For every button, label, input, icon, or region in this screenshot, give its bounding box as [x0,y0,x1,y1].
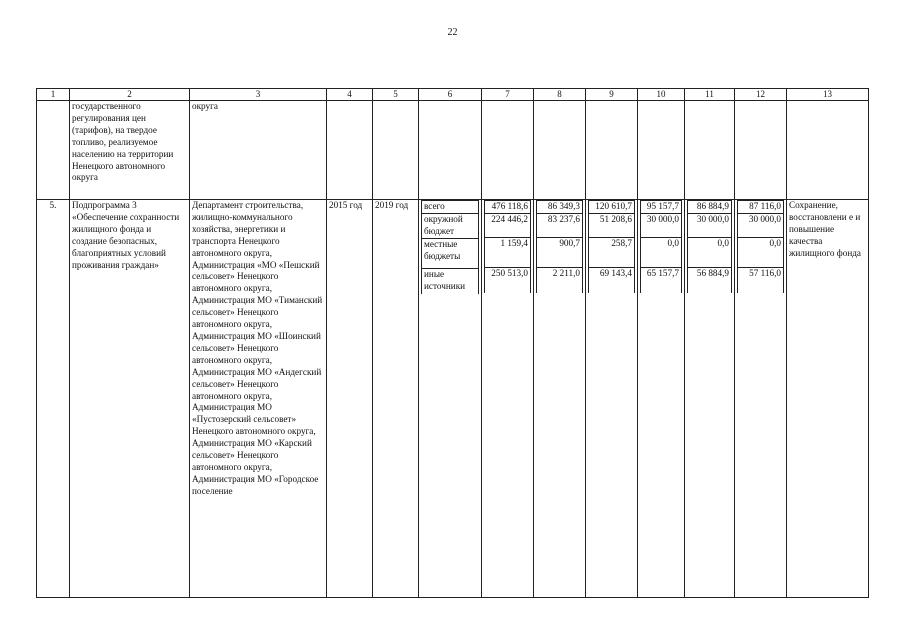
funding-col-10 [640,200,682,293]
header-col-4: 4 [327,89,373,101]
value-cell: 56 884,9 [688,267,732,293]
header-col-12: 12 [735,89,787,101]
page-number: 22 [447,27,458,38]
continuation-row [37,101,869,200]
value-cell: 87 116,0 [738,201,784,214]
header-col-3: 3 [190,89,327,101]
header-col-6: 6 [419,89,482,101]
subprogram-name: Подпрограмма 3 «Обеспечение сохранности жилищного фонда и создание безопасных, благоприятных условий проживания граждан» [70,200,190,598]
value-cell: 0,0 [688,237,732,267]
source-other: иные источники [422,268,479,294]
row-5 [37,200,869,598]
end-year: 2019 год [373,200,419,598]
header-col-13: 13 [787,89,869,101]
funding-col-9 [588,200,635,293]
header-col-1: 1 [37,89,70,101]
header-col-5: 5 [373,89,419,101]
value-cell: 0,0 [641,237,682,267]
value-cell: 83 237,6 [537,213,583,237]
value-cell: 1 159,4 [485,237,531,267]
funding-col-8 [536,200,583,293]
value-cell: 95 157,7 [641,201,682,214]
value-cell: 224 446,2 [485,213,531,237]
program-table [36,88,869,598]
row-number: 5. [37,200,70,598]
value-cell: 2 211,0 [537,267,583,293]
value-cell: 120 610,7 [589,201,635,214]
value-cell: 0,0 [738,237,784,267]
value-cell: 30 000,0 [688,213,732,237]
value-cell: 250 513,0 [485,267,531,293]
source-district: окружной бюджет [422,213,479,238]
cont-executor: округа [190,101,327,200]
source-local: местные бюджеты [422,238,479,268]
value-cell: 476 118,6 [485,201,531,214]
header-col-7: 7 [482,89,534,101]
value-cell: 30 000,0 [738,213,784,237]
value-cell: 69 143,4 [589,267,635,293]
value-cell: 30 000,0 [641,213,682,237]
funding-col-11 [687,200,732,293]
header-col-9: 9 [586,89,638,101]
header-col-10: 10 [638,89,685,101]
value-cell: 57 116,0 [738,267,784,293]
header-col-2: 2 [70,89,190,101]
funding-col-7 [484,200,531,293]
source-total: всего [422,201,479,214]
value-cell: 51 208,6 [589,213,635,237]
expected-result: Сохранение, восстановлени е и повышение качества жилищного фонда [787,200,869,598]
value-cell: 86 884,9 [688,201,732,214]
value-cell: 65 157,7 [641,267,682,293]
executors: Департамент строительства, жилищно-коммунального хозяйства, энергетики и транспорта Ненецкого автономного округа, Администрация «МО «Пешский сельсовет» Ненецкого автономного округа, Администрация МО «Тиманский сельсовет» Ненецкого автономного округа, Администрация МО «Шоинский сельсовет» Ненецкого автономного округа, Администрация МО «Андегский сельсовет» Ненецкого автономного округа, Администрация МО «Пустозерский сельсовет» Ненецкого автономного округа, Администрация МО «Карский сельсовет» Ненецкого автономного округа, Администрация МО «Городское поселение [190,200,327,598]
header-row [37,89,869,101]
funding-col-12 [737,200,784,293]
value-cell: 258,7 [589,237,635,267]
value-cell: 86 349,3 [537,201,583,214]
funding-sources [421,200,479,294]
header-col-11: 11 [685,89,735,101]
header-col-8: 8 [534,89,586,101]
value-cell: 900,7 [537,237,583,267]
cont-program-name: государственного регулирования цен (тарифов), на твердое топливо, реализуемое населению на территории Ненецкого автономного округа [70,101,190,200]
start-year: 2015 год [327,200,373,598]
